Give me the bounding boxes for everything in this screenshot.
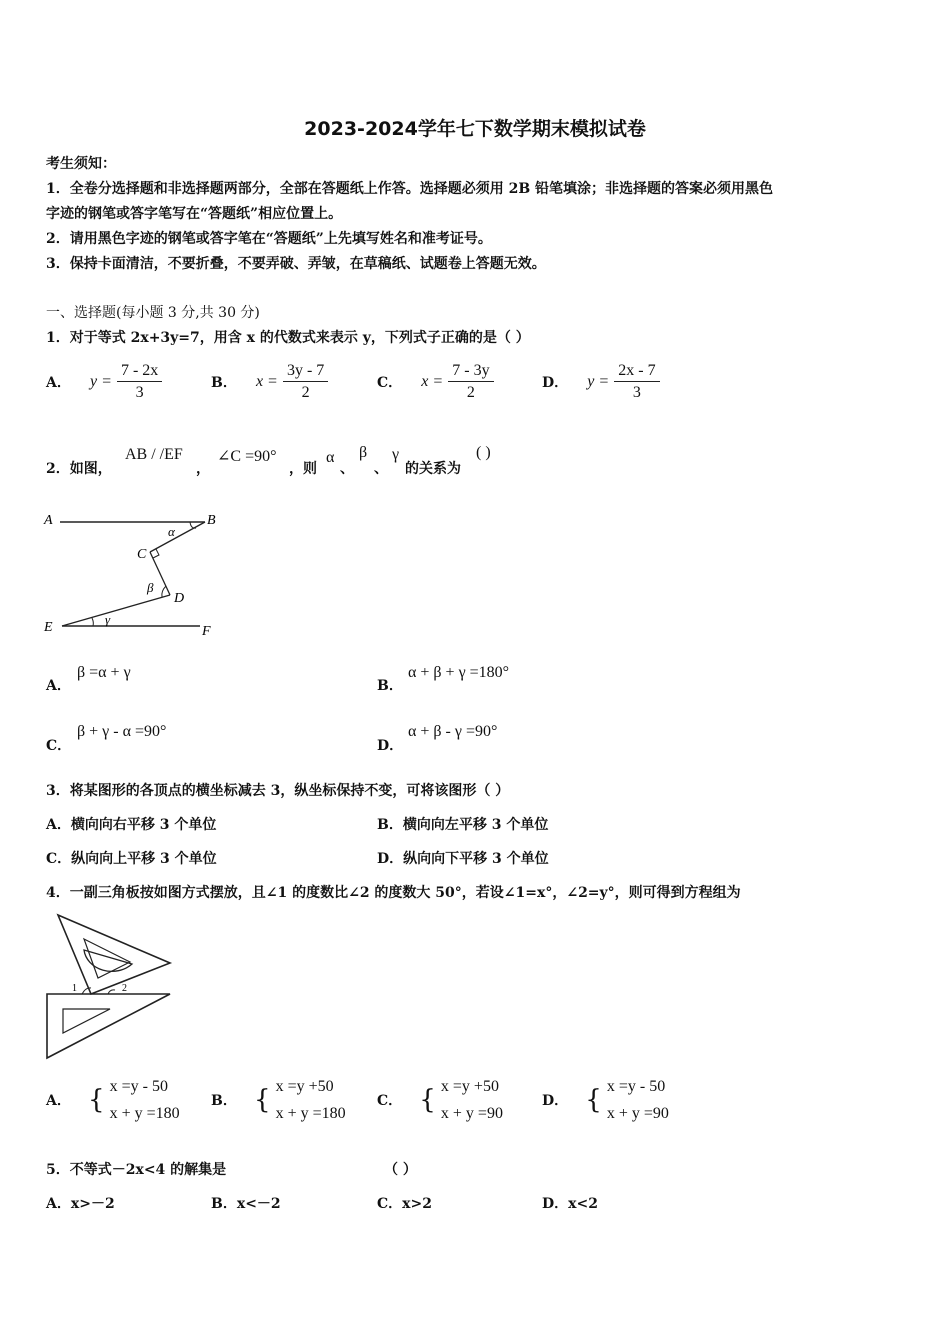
option-label: A．	[46, 1093, 71, 1109]
notice-heading: 考生须知：	[46, 156, 116, 172]
q1-option-lhs: x =	[421, 373, 444, 390]
q4-figure	[44, 912, 176, 1064]
q5-option-b	[211, 1193, 281, 1213]
q1-option-lhs: y =	[89, 373, 112, 390]
alpha-label: α	[168, 524, 175, 539]
q3-option-c	[46, 848, 217, 868]
option-text: 纵向向上平移 3 个单位	[71, 851, 217, 867]
point-a-label: A	[44, 513, 53, 528]
option-text: 纵向向下平移 3 个单位	[403, 851, 549, 867]
q1-option-label: C．	[377, 375, 403, 391]
q1-option-fraction	[614, 362, 659, 402]
option-text: x<－2	[236, 1196, 281, 1212]
q3-option-b	[377, 814, 548, 834]
q1-option-fraction	[448, 362, 493, 402]
equation-1: x =y +50	[440, 1078, 499, 1095]
gamma-arc	[92, 618, 93, 626]
notice-line-1b: 字迹的钢笔或答字笔写在“答题纸”相应位置上。	[46, 206, 343, 222]
option-text: x>－2	[70, 1196, 115, 1212]
segment-bc	[150, 522, 205, 552]
option-label: D．	[542, 1196, 569, 1212]
equation-1: x =y +50	[275, 1078, 334, 1095]
q4-option-c	[377, 1073, 503, 1127]
q2-option-c-expr: β + γ - α =90°	[77, 723, 167, 740]
system-brace: {	[585, 1085, 602, 1115]
q2-suffix: 的关系为	[405, 461, 461, 477]
q2-separator: 、	[340, 461, 354, 477]
beta-arc	[162, 586, 166, 597]
page-title: 2023-2024学年七下数学期末模拟试卷	[304, 118, 646, 140]
option-text: x<2	[568, 1196, 598, 1212]
q5-stem: 5．不等式－2x<4 的解集是	[46, 1162, 227, 1178]
q1-option-a	[46, 362, 162, 402]
option-label: C．	[46, 851, 72, 867]
q2-option-d-label: D．	[377, 738, 404, 754]
option-text: 横向向右平移 3 个单位	[70, 817, 217, 833]
q5-option-c	[377, 1193, 432, 1213]
equation-2: x + y =90	[606, 1105, 669, 1122]
q2-separator: 、	[374, 461, 388, 477]
equation-1: x =y - 50	[109, 1078, 168, 1095]
q2-condition-angle: ∠C =90°	[217, 448, 277, 465]
option-label: B．	[377, 817, 403, 833]
option-label: B．	[211, 1093, 237, 1109]
point-e-label: E	[44, 620, 53, 635]
fraction-denominator: 2	[466, 384, 475, 401]
q1-option-fraction	[117, 362, 162, 402]
q1-option-lhs: y =	[587, 373, 610, 390]
fraction-numerator: 3y - 7	[283, 362, 328, 382]
q5-option-d	[542, 1193, 598, 1213]
q5-option-a	[46, 1193, 115, 1213]
q1-stem: 1．对于等式 2x+3y=7，用含 x 的代数式来表示 y，下列式子正确的是（ ）	[46, 330, 530, 346]
q2-beta: β	[359, 444, 368, 461]
system-brace: {	[253, 1085, 271, 1115]
point-d-label: D	[174, 591, 185, 606]
point-c-label: C	[137, 547, 147, 562]
equation-system	[276, 1073, 346, 1127]
fraction-denominator: 2	[301, 384, 310, 401]
fraction-numerator: 7 - 3y	[448, 362, 493, 382]
q2-option-a-expr: β =α + γ	[77, 664, 131, 681]
fraction-denominator: 3	[632, 384, 641, 401]
q2-option-b-label: B．	[377, 678, 403, 694]
notice-line-3: 3．保持卡面清洁，不要折叠，不要弄破、弄皱，在草稿纸、试题卷上答题无效。	[46, 256, 546, 272]
q2-comma: ，	[196, 461, 210, 477]
fraction-numerator: 7 - 2x	[117, 362, 162, 382]
upper-triangle-inner	[84, 939, 130, 978]
q2-then: ，则	[289, 461, 317, 477]
option-label: A．	[46, 817, 71, 833]
option-label: C．	[377, 1196, 403, 1212]
q3-option-a	[46, 814, 216, 834]
equation-2: x + y =90	[440, 1105, 503, 1122]
q1-option-label: A．	[46, 375, 71, 391]
notice-line-2: 2．请用黑色字迹的钢笔或答字笔在“答题纸”上先填写姓名和准考证号。	[46, 231, 492, 247]
notice-line-1: 1．全卷分选择题和非选择题两部分，全部在答题纸上作答。选择题必须用 2B 铅笔填涂；非选择题的答案必须用黑色	[46, 181, 774, 197]
q2-gamma: γ	[392, 446, 400, 463]
q1-option-b	[211, 362, 328, 402]
option-label: B．	[211, 1196, 237, 1212]
q4-stem: 4．一副三角板按如图方式摆放，且∠1 的度数比∠2 的度数大 50°，若设∠1=x°，∠2=y°，则可得到方程组为	[46, 885, 741, 901]
q2-figure	[40, 505, 230, 645]
point-f-label: F	[202, 624, 211, 639]
q4-option-d	[542, 1073, 669, 1127]
q4-option-a	[46, 1073, 180, 1127]
q2-alpha: α	[326, 449, 335, 466]
system-brace: {	[419, 1085, 436, 1115]
q1-option-d	[542, 362, 660, 402]
q1-option-label: D．	[542, 375, 569, 391]
lower-triangle-outer	[47, 994, 170, 1058]
q2-answer-paren: ( )	[476, 444, 491, 461]
equation-2: x + y =180	[109, 1105, 180, 1122]
option-text: 横向向左平移 3 个单位	[402, 817, 549, 833]
option-text: x>2	[402, 1196, 432, 1212]
segment-de	[62, 595, 170, 626]
q1-option-lhs: x =	[255, 373, 278, 390]
q2-prefix: 2．如图，	[46, 461, 112, 477]
q1-option-label: B．	[211, 375, 237, 391]
equation-1: x =y - 50	[606, 1078, 666, 1095]
angle-2-label: 2	[122, 983, 127, 994]
q3-option-d	[377, 848, 549, 868]
system-brace: {	[87, 1085, 105, 1115]
q1-option-fraction	[283, 362, 328, 402]
q4-option-b	[211, 1073, 346, 1127]
option-label: D．	[542, 1093, 569, 1109]
fraction-denominator: 3	[135, 384, 144, 401]
equation-system	[441, 1073, 503, 1127]
beta-label: β	[147, 580, 154, 595]
option-label: A．	[46, 1196, 71, 1212]
q5-answer-paren: （ ）	[384, 1162, 417, 1178]
q3-stem: 3．将某图形的各顶点的横坐标减去 3，纵坐标保持不变，可将该图形（ ）	[46, 783, 510, 799]
option-label: D．	[377, 851, 404, 867]
fraction-numerator: 2x - 7	[614, 362, 659, 382]
section-heading: 一、选择题(每小题 3 分,共 30 分)	[46, 305, 260, 321]
equation-2: x + y =180	[275, 1105, 346, 1122]
q2-option-d-expr: α + β - γ =90°	[408, 723, 498, 740]
q1-option-c	[377, 362, 494, 402]
angle-1-label: 1	[72, 983, 77, 994]
equation-system	[110, 1073, 180, 1127]
equation-system	[607, 1073, 669, 1127]
q2-option-b-expr: α + β + γ =180°	[408, 664, 510, 681]
q2-option-a-label: A．	[46, 678, 71, 694]
q2-option-c-label: C．	[46, 738, 72, 754]
q2-condition-parallel: AB / /EF	[125, 446, 183, 463]
point-b-label: B	[207, 513, 216, 528]
option-label: C．	[377, 1093, 403, 1109]
gamma-label: γ	[105, 612, 111, 627]
